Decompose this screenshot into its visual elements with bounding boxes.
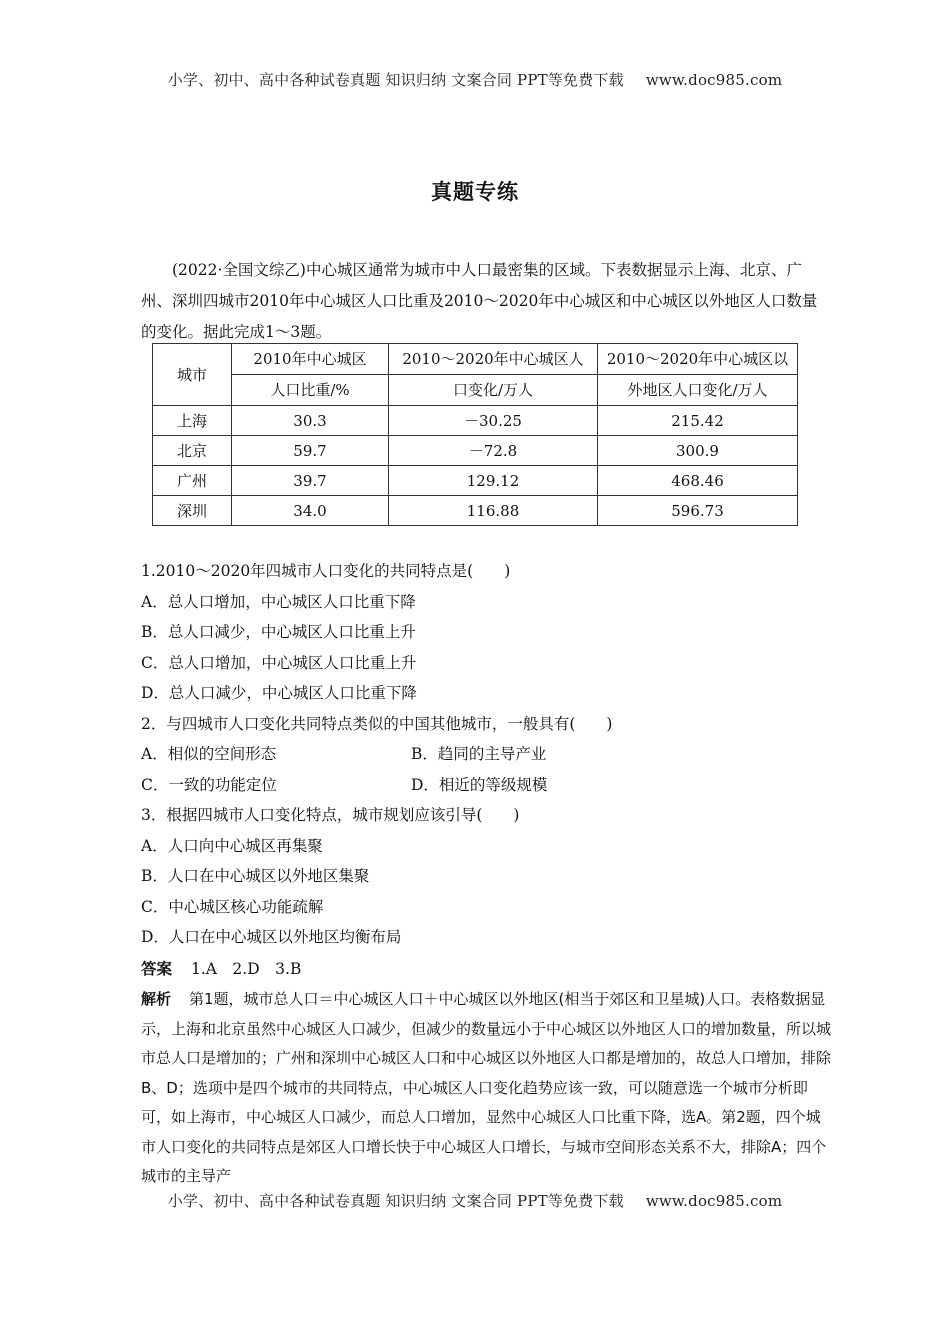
header-col1-line2: 人口比重/% [232,375,389,406]
intro-paragraph: (2022·全国文综乙)中心城区通常为城市中人口最密集的区域。下表数据显示上海、北京、广州、深圳四城市2010年中心城区人口比重及2010～2020年中心城区和中心城区以外地区人口数量的变化。据此完成1～3题。 [141,261,818,341]
table-row [153,436,798,466]
answers-label: 答案 [141,960,173,978]
cell-center-change: －72.8 [389,436,598,466]
header-text: 小学、初中、高中各种试卷真题 知识归纳 文案合同 PPT等免费下载 [167,71,624,89]
cell-center-change: 129.12 [389,466,598,496]
question-1-option-a: A．总人口增加，中心城区人口比重下降 [141,592,416,611]
question-2-option-d: D．相近的等级规模 [411,775,548,794]
analysis-label: 解析 [141,990,172,1008]
cell-city: 深圳 [153,496,232,526]
header-col2-line2: 口变化/万人 [389,375,598,406]
table-header-row [153,344,798,375]
table-header-row-2 [153,375,798,406]
header-col3-line1: 2010～2020年中心城区以 [598,344,798,375]
header-city: 城市 [153,344,232,406]
cell-center-change: 116.88 [389,496,598,526]
question-1-option-c: C．总人口增加，中心城区人口比重上升 [141,653,417,672]
page-footer [0,1190,950,1211]
answers-line [141,955,831,984]
cell-share: 34.0 [232,496,389,526]
footer-text: 小学、初中、高中各种试卷真题 知识归纳 文案合同 PPT等免费下载 [167,1192,624,1210]
cell-outer-change: 300.9 [598,436,798,466]
question-2-option-b: B．趋同的主导产业 [411,745,547,763]
question-2-stem: 2．与四城市人口变化共同特点类似的中国其他城市，一般具有( ) [141,714,613,733]
question-3-option-a: A．人口向中心城区再集聚 [141,836,323,855]
cell-outer-change: 468.46 [598,466,798,496]
questions-block [141,556,831,953]
header-col1-line1: 2010年中心城区 [232,344,389,375]
question-3-option-b: B．人口在中心城区以外地区集聚 [141,867,370,885]
question-1-option-d: D．总人口减少，中心城区人口比重下降 [141,684,417,702]
question-2-option-a: A．相似的空间形态 [141,745,277,763]
analysis-paragraph [141,985,831,1192]
table-row [153,466,798,496]
answers-text: 1.A 2.D 3.B [190,960,302,978]
header-col2-line1: 2010～2020年中心城区人 [389,344,598,375]
page-title: 真题专练 [431,180,519,204]
header-site: www.doc985.com [645,71,783,89]
question-1-stem: 1.2010～2020年四城市人口变化的共同特点是( ) [141,562,511,580]
cell-outer-change: 215.42 [598,406,798,436]
footer-site: www.doc985.com [645,1192,783,1210]
table-row [153,496,798,526]
question-1-option-b: B．总人口减少，中心城区人口比重上升 [141,623,416,641]
page-header [0,69,950,90]
population-table [152,343,798,526]
question-3-option-c: C．中心城区核心功能疏解 [141,897,324,916]
header-col3-line2: 外地区人口变化/万人 [598,375,798,406]
question-2-options-row-1 [141,739,831,770]
cell-city: 广州 [153,466,232,496]
cell-city: 北京 [153,436,232,466]
cell-outer-change: 596.73 [598,496,798,526]
question-2-options-row-2 [141,770,831,801]
question-3-option-d: D．人口在中心城区以外地区均衡布局 [141,928,402,946]
cell-share: 59.7 [232,436,389,466]
cell-center-change: －30.25 [389,406,598,436]
cell-share: 30.3 [232,406,389,436]
table-row [153,406,798,436]
analysis-text: 第1题，城市总人口＝中心城区人口＋中心城区以外地区(相当于郊区和卫星城)人口。表格数据显示，上海和北京虽然中心城区人口减少，但减少的数量远小于中心城区以外地区人口的增加数量，所以城市总人口是增加的；广州和深圳中心城区人口和中心城区以外地区人口都是增加的，故总人口增加，排除B、D；选项中是四个城市的共同特点，中心城区人口变化趋势应该一致，可以随意选一个城市分析即可，如上海市，中心城区人口减少，而总人口增加，显然中心城区人口比重下降，选A。第2题，四个城市人口变化的共同特点是郊区人口增长快于中心城区人口增长，与城市空间形态关系不大，排除A；四个城市的主导产 [141,990,832,1185]
question-3-stem: 3．根据四城市人口变化特点，城市规划应该引导( ) [141,806,520,824]
cell-city: 上海 [153,406,232,436]
question-2-option-c: C．一致的功能定位 [141,775,277,794]
cell-share: 39.7 [232,466,389,496]
